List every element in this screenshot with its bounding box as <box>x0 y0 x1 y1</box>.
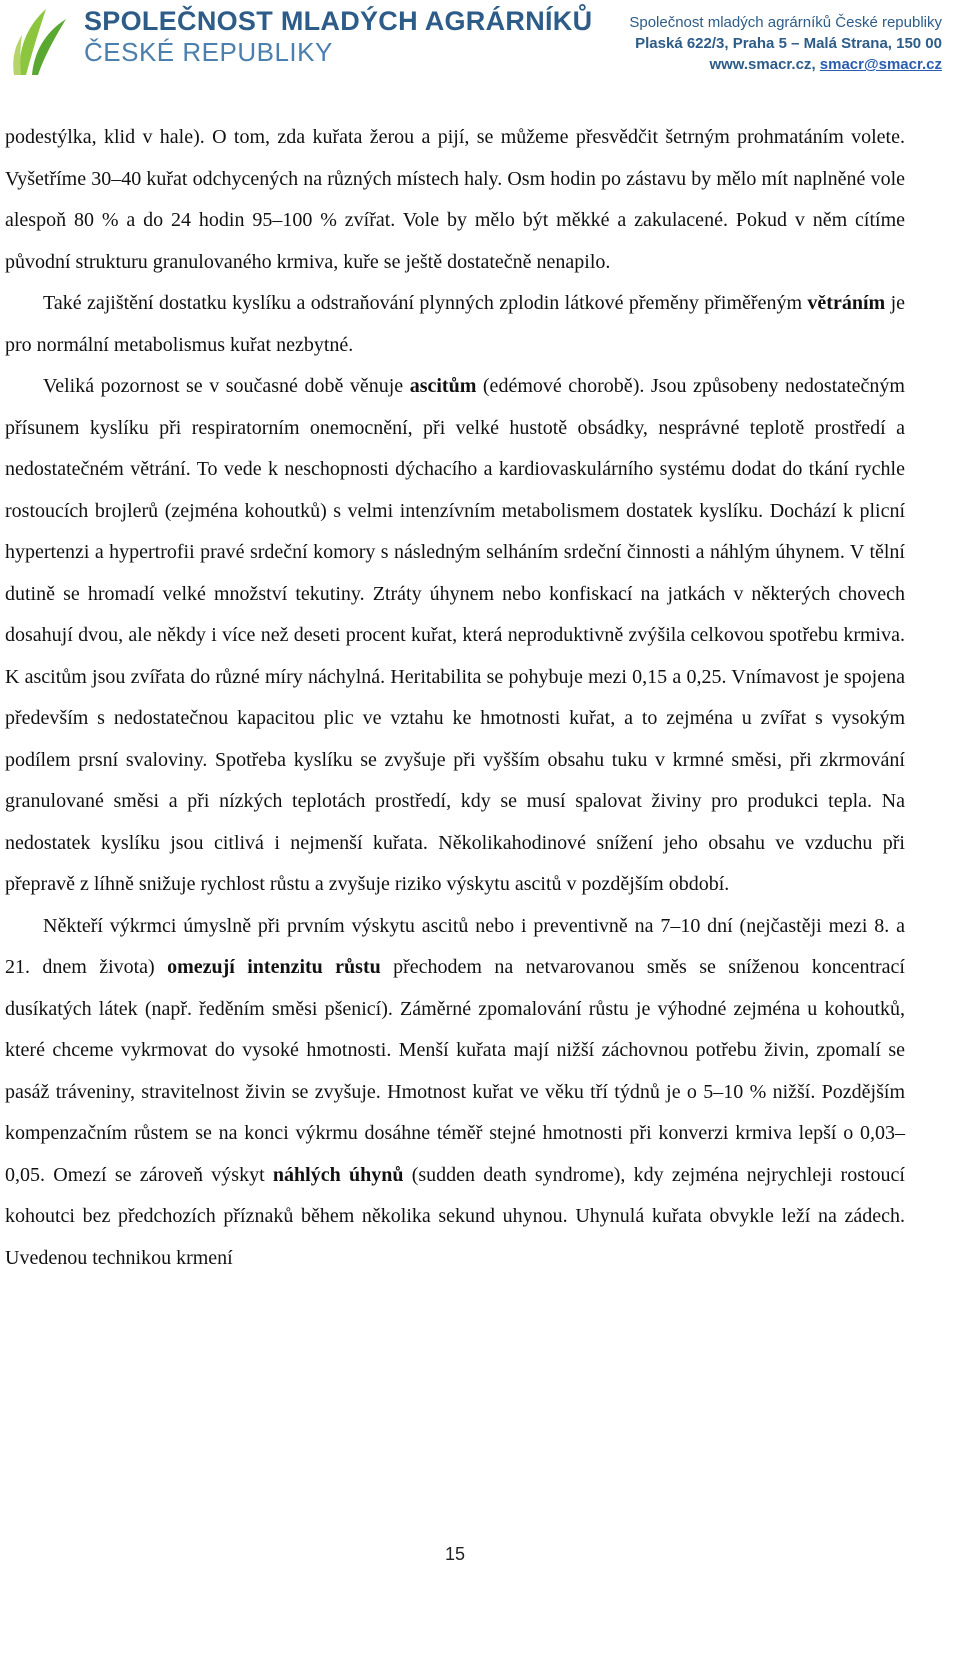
leaf-logo-icon <box>12 5 74 77</box>
p4-text-e: (sudden death syndrome), kdy zejména nejrychleji rostoucí kohoutci bez předchozích příznaků během několika sekund uhynou. Uhynulá kuřata obvykle leží na zádech. Uvedenou technikou krmení <box>5 1163 905 1269</box>
paragraph-3 <box>5 366 905 906</box>
contact-address: Plaská 622/3, Praha 5 – Malá Strana, 150 00 <box>635 35 942 52</box>
paragraph-2 <box>5 283 905 366</box>
p3-text-c: (edémové chorobě). Jsou způsobeny nedostatečným přísunem kyslíku při respiratorním onemocnění, při velké hustotě obsádky, nesprávné teplotě prostředí a nedostatečném větrání. To vede k neschopnosti dýchacího a kardiovaskulárního systému dodat do tkání rychle rostoucích brojlerů (zejména kohoutků) s velmi intenzívním metabolismem dostatek kyslíku. Dochází k plicní hypertenzi a hypertrofii pravé srdeční komory s následným selháním srdeční činnosti a náhlým úhynem. V tělní dutině se hromadí velké množství tekutiny. Ztráty úhynem nebo konfiskací na jatkách v některých chovech dosahují dvou, ale někdy i více než deseti procent kuřat, která neproduktivně zvýšila celkovou spotřebu krmiva. K ascitům jsou zvířata do různé míry náchylná. Heritabilita se pohybuje mezi 0,15 a 0,25. Vnímavost je spojena především s nedostatečnou kapacitou plic ve vztahu ke hmotnosti kuřat, a to zejména u zvířat s vysokým podílem prsní svaloviny. Spotřeba kyslíku se zvyšuje při vyšším obsahu tuku v krmné směsi, při zkrmování granulované směsi a při nízkých teplotách prostředí, kdy se musí spalovat živiny pro produkci tepla. Na nedostatek kyslíku jsou citlivá i nejmenší kuřata. Několikahodinové snížení jeho obsahu ve vzduchu při přepravě z líhně snižuje rychlost růstu a zvyšuje riziko výskytu ascitů v pozdějším období. <box>5 375 905 895</box>
email-link[interactable]: smacr@smacr.cz <box>819 56 942 73</box>
p4-bold-growth: omezují intenzitu růstu <box>167 956 381 978</box>
p4-text-c: přechodem na netvarovanou směs se sníženou koncentrací dusíkatých látek (např. ředěním směsi pšenicí). Záměrné zpomalování růstu je výhodné zejména u kohoutků, které chceme vykrmovat do vysoké hmotnosti. Menší kuřata mají nižší záchovnou potřebu živin, zpomalí se pasáž tráveniny, stravitelnost živin se zvyšuje. Hmotnost kuřat ve věku tří týdnů je o 5–10 % nižší. Pozdějším kompenzačním růstem se na konci výkrmu dosáhne téměř stejné hmotnosti při konverzi krmiva lepší o 0,03–0,05. Omezí se zároveň výskyt <box>5 956 905 1186</box>
p4-bold-sudden-deaths: náhlých úhynů <box>272 1163 404 1186</box>
contact-web-line <box>629 54 942 75</box>
org-name-line1: SPOLEČNOST MLADÝCH AGRÁRNÍKŮ <box>84 6 593 36</box>
organization-name <box>84 8 592 65</box>
document-body <box>5 117 905 1279</box>
page-number: 15 <box>444 1544 466 1564</box>
org-name-line2: ČESKÉ REPUBLIKY <box>84 37 333 67</box>
web-link[interactable]: www.smacr.cz <box>709 56 812 73</box>
p3-text-a: Veliká pozornost se v současné době věnuje <box>43 375 410 397</box>
p2-text-c: je pro normální metabolismus kuřat nezbytné. <box>5 292 905 356</box>
paragraph-4 <box>5 906 905 1280</box>
paragraph-1: podestýlka, klid v hale). O tom, zda kuřata žerou a pijí, se můžeme přesvědčit šetrným prohmatáním volete. Vyšetříme 30–40 kuřat odchycených na různých místech haly. Osm hodin po zástavu by mělo mít naplněné vole alespoň 80 % a do 24 hodin 95–100 % zvířat. Vole by mělo být měkké a zakulacené. Pokud v něm cítíme původní strukturu granulovaného krmiva, kuře se ještě dostatečně nenapilo. <box>5 126 905 273</box>
page-header <box>0 0 960 90</box>
p4-text-a: Někteří výkrmci úmyslně při prvním výskytu ascitů nebo i preventivně na 7–10 dní (nejčastěji mezi 8. a 21. dnem života) <box>5 914 905 978</box>
p2-bold-ventilation: větráním <box>807 292 886 314</box>
p2-text-a: Také zajištění dostatku kyslíku a odstraňování plynných zplodin látkové přeměny přiměřeným <box>43 292 808 314</box>
p3-bold-ascites: ascitům <box>409 375 477 397</box>
contact-block <box>629 12 942 75</box>
contact-separator: , <box>811 56 820 73</box>
contact-name: Společnost mladých agrárníků České republiky <box>629 14 942 31</box>
